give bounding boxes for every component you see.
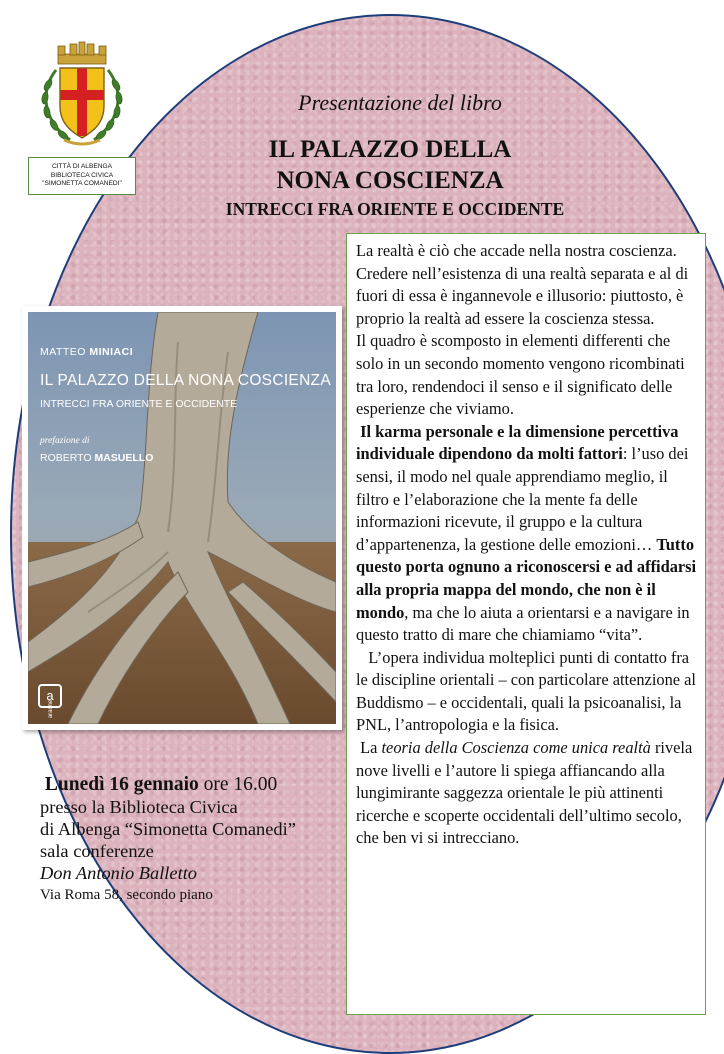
- cover-preface-last: MASUELLO: [94, 452, 154, 464]
- book-title-line2: NONA COSCIENZA: [276, 167, 504, 194]
- event-venue-line: presso la Biblioteca Civica: [40, 797, 238, 817]
- book-title: [190, 134, 590, 196]
- description-text-2: , ma che lo aiuta a orientarsi e a navigare in questo tratto di mare che chiamiamo “vita”.: [356, 602, 690, 645]
- event-details: [40, 774, 360, 906]
- city-box-line: CITTÀ DI ALBENGA: [51, 163, 113, 170]
- event-address-street: Via Roma: [40, 887, 101, 903]
- event-address-rest: 58, secondo piano: [100, 887, 213, 903]
- event-date-line: [40, 774, 360, 796]
- book-subtitle: INTRECCI FRA ORIENTE E OCCIDENTE: [225, 199, 565, 219]
- cover-author: [40, 346, 133, 358]
- event-time: ore 16.00: [198, 774, 278, 795]
- publisher-name: aracne: [48, 699, 55, 719]
- event-address: [40, 884, 360, 906]
- city-crest-icon: [36, 40, 128, 150]
- cover-title: IL PALAZZO DELLA NONA COSCIENZA: [40, 372, 331, 389]
- description-text-3: L’opera individua molteplici punti di contatto fra le discipline orientali – con particolare attenzione al Buddismo – e occidentali, quali la psicoanalisi, la PNL, l’antropologia e la fisica.: [356, 647, 696, 735]
- publisher-logo: [38, 684, 60, 720]
- city-library-label: [28, 157, 136, 195]
- city-box-line: BIBLIOTECA CIVICA: [50, 171, 114, 179]
- cover-author-first: MATTEO: [40, 346, 90, 358]
- description-paragraph-2: Il quadro è scomposto in elementi differenti che solo in un secondo momento vengono ricombinati tra loro, rendendoci il senso e il significato delle esperienze che viviamo.: [356, 331, 685, 419]
- description-paragraph-4: [356, 647, 697, 737]
- event-date: Lunedì 16 gennaio: [44, 774, 199, 795]
- description-bold-2: Tutto questo porta ognuno a riconoscersi e ad affidarsi alla propria mappa del mondo, che non è il mondo: [356, 534, 697, 622]
- description-bold-1: Il karma personale e la dimensione percettiva individuale dipendono da molti fattori: [356, 421, 679, 464]
- book-title-line1: IL PALAZZO DELLA: [268, 136, 512, 163]
- city-box-line: "SIMONETTA COMANEDI": [42, 180, 122, 188]
- publisher-logo-icon: a: [38, 684, 62, 708]
- event-room-name: Don Antonio Balletto: [40, 863, 197, 883]
- event-room-line: sala conferenze: [40, 841, 154, 861]
- cover-preface-author: [40, 452, 153, 464]
- presentation-label: Presentazione del libro: [298, 90, 502, 115]
- description-text-5: rivela nove livelli e l’autore li spiega affiancando alla lungimirante saggezza orientale le più attinenti ricerche e scoperte occidentali dell’ultimo secolo, che ben vi si intrecciano.: [356, 738, 693, 848]
- description-paragraph-3: [356, 421, 697, 647]
- cover-author-last: MINIACI: [89, 346, 134, 358]
- event-library-line: di Albenga “Simonetta Comanedi”: [40, 819, 296, 839]
- cover-preface-label: prefazione di: [40, 436, 90, 446]
- description-text-1: : l’uso dei sensi, il modo nel quale apprendiamo meglio, il filtro e l’elaborazione che la mente fa delle informazioni ricevute, il gruppo e la cultura d’appartenenza, la gestione delle emozioni…: [356, 444, 689, 554]
- description-paragraph-5: [356, 737, 697, 850]
- description-italic: teoria della Coscienza come unica realtà: [381, 738, 651, 758]
- cover-preface-first: ROBERTO: [40, 452, 95, 464]
- cover-subtitle: INTRECCI FRA ORIENTE E OCCIDENTE: [40, 398, 238, 410]
- book-cover: [22, 306, 342, 730]
- book-description: [346, 233, 706, 1015]
- description-paragraph-1: La realtà è ciò che accade nella nostra coscienza. Credere nell’esistenza di una realtà separata e al di fuori di essa è ingannevole e illusorio: piuttosto, è proprio la realtà ad essere la coscienza stessa.: [356, 241, 689, 328]
- description-text-4: La: [360, 738, 382, 758]
